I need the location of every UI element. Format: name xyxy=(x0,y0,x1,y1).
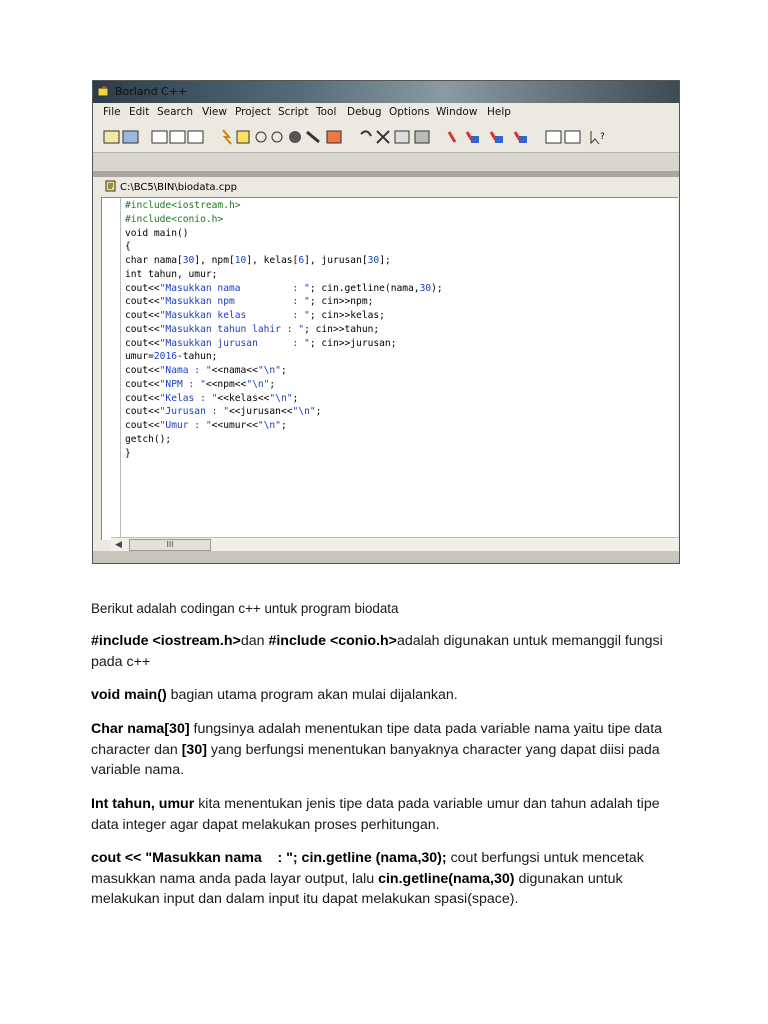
open-save-icon[interactable] xyxy=(103,128,143,146)
code-line: cout<<"NPM : "<<npm<<"\n"; xyxy=(125,378,276,390)
window-title: Borland C++ xyxy=(115,85,188,98)
code-line: cout<<"Jurusan : "<<jurusan<<"\n"; xyxy=(125,406,322,418)
paragraph-text: digunakan untuk melakukan input dan dalam input itu dapat melakukan spasi(space). xyxy=(91,870,623,907)
document-window xyxy=(93,177,679,564)
bold-term: Char nama[30] xyxy=(91,721,190,737)
menu-window[interactable]: Window xyxy=(436,106,478,118)
paragraph-text: kita menentukan jenis tipe data pada variable umur dan tahun adalah tipe data integer agar dapat melakukan proses perhitungan. xyxy=(91,796,660,833)
document-icon xyxy=(105,180,117,192)
paragraph-text: cout berfungsi untuk mencetak masukkan nama anda pada layar output, lalu xyxy=(91,850,644,887)
document-title xyxy=(105,179,237,197)
bold-term: cin.getline(nama,30) xyxy=(378,870,515,887)
menu-debug[interactable]: Debug xyxy=(347,106,382,118)
scroll-left-icon[interactable]: ◀ xyxy=(115,539,122,549)
menu-search[interactable]: Search xyxy=(157,106,194,118)
code-line: int tahun, umur; xyxy=(125,268,218,280)
paragraph-include xyxy=(91,631,681,672)
paragraph-text: yang berfungsi menentukan banyaknya character yang dapat diisi pada variable nama. xyxy=(91,741,660,778)
bold-term: cout << "Masukkan nama : "; cin.getline (nama,30); xyxy=(91,850,447,866)
document-path: C:\BC5\BIN\biodata.cpp xyxy=(120,182,237,193)
code-line: cout<<"Masukkan nama : "; cin.getline(nama,30); xyxy=(125,282,443,294)
menu-view[interactable]: View xyxy=(202,106,227,118)
code-line: char nama[30], npm[10], kelas[6], jurusan[30]; xyxy=(125,255,391,266)
paragraph-char xyxy=(91,719,681,781)
code-line: void main() xyxy=(125,227,189,239)
bookmark-tools-icon[interactable] xyxy=(445,128,535,146)
code-line: cout<<"Kelas : "<<kelas<<"\n"; xyxy=(125,392,299,404)
scroll-thumb[interactable]: III xyxy=(129,539,211,551)
svg-text:?: ? xyxy=(600,132,605,142)
menu-project[interactable]: Project xyxy=(235,106,271,118)
code-line: getch(); xyxy=(125,433,172,445)
code-line: cout<<"Nama : "<<nama<<"\n"; xyxy=(125,365,287,376)
menu-edit[interactable]: Edit xyxy=(129,106,150,118)
menu-tool[interactable]: Tool xyxy=(316,106,337,118)
paragraph-text: bagian utama program akan mulai dijalankan. xyxy=(166,687,458,703)
code-line: cout<<"Umur : "<<umur<<"\n"; xyxy=(125,420,287,431)
menu-script[interactable]: Script xyxy=(278,106,309,118)
build-tools-icon[interactable] xyxy=(151,128,207,146)
status-strip xyxy=(93,551,679,564)
window-help-icon[interactable] xyxy=(545,128,615,146)
code-editor[interactable] xyxy=(101,197,678,540)
paragraph-cout xyxy=(91,848,681,910)
menu-options[interactable]: Options xyxy=(389,106,430,118)
code-line: #include<conio.h> xyxy=(125,213,224,225)
bold-term: void main() xyxy=(91,687,167,703)
caption: Berikut adalah codingan c++ untuk program biodata xyxy=(91,601,399,616)
paragraph-main xyxy=(91,685,681,706)
bold-term: [30] xyxy=(181,741,207,758)
toolbar xyxy=(93,122,679,153)
bold-term: #include <conio.h> xyxy=(268,633,397,649)
borland-app-icon xyxy=(97,85,111,98)
mdi-area xyxy=(93,153,679,171)
code-line: cout<<"Masukkan jurusan : "; cin>>jurusan; xyxy=(125,337,397,349)
code-line: { xyxy=(125,241,131,253)
code-line: umur=2016-tahun; xyxy=(125,351,218,363)
horizontal-scrollbar[interactable] xyxy=(111,537,680,551)
ide-screenshot xyxy=(92,80,680,564)
code-line: #include<iostream.h> xyxy=(125,200,241,211)
paragraph-text: dan xyxy=(240,633,269,649)
code-line: cout<<"Masukkan tahun lahir : "; cin>>tahun; xyxy=(125,323,380,335)
title-bar xyxy=(93,81,679,103)
menu-bar xyxy=(93,103,679,122)
edit-tools-icon[interactable] xyxy=(357,128,437,146)
paragraph-int xyxy=(91,794,681,835)
editor-gutter xyxy=(102,198,121,540)
code-line: cout<<"Masukkan kelas : "; cin>>kelas; xyxy=(125,310,385,321)
menu-help[interactable]: Help xyxy=(487,106,511,118)
code-line: } xyxy=(125,447,131,459)
menu-file[interactable]: File xyxy=(103,106,121,118)
source-code xyxy=(125,199,443,460)
paragraph-text: fungsinya adalah menentukan tipe data pada variable nama yaitu tipe data character dan xyxy=(91,721,663,758)
bold-term: Int tahun, umur xyxy=(91,796,195,812)
debug-tools-icon[interactable] xyxy=(219,128,349,146)
code-line: cout<<"Masukkan npm : "; cin>>npm; xyxy=(125,296,374,308)
paragraph-text: adalah digunakan untuk memanggil fungsi pada c++ xyxy=(91,633,663,670)
bold-term: #include <iostream.h> xyxy=(91,633,241,649)
